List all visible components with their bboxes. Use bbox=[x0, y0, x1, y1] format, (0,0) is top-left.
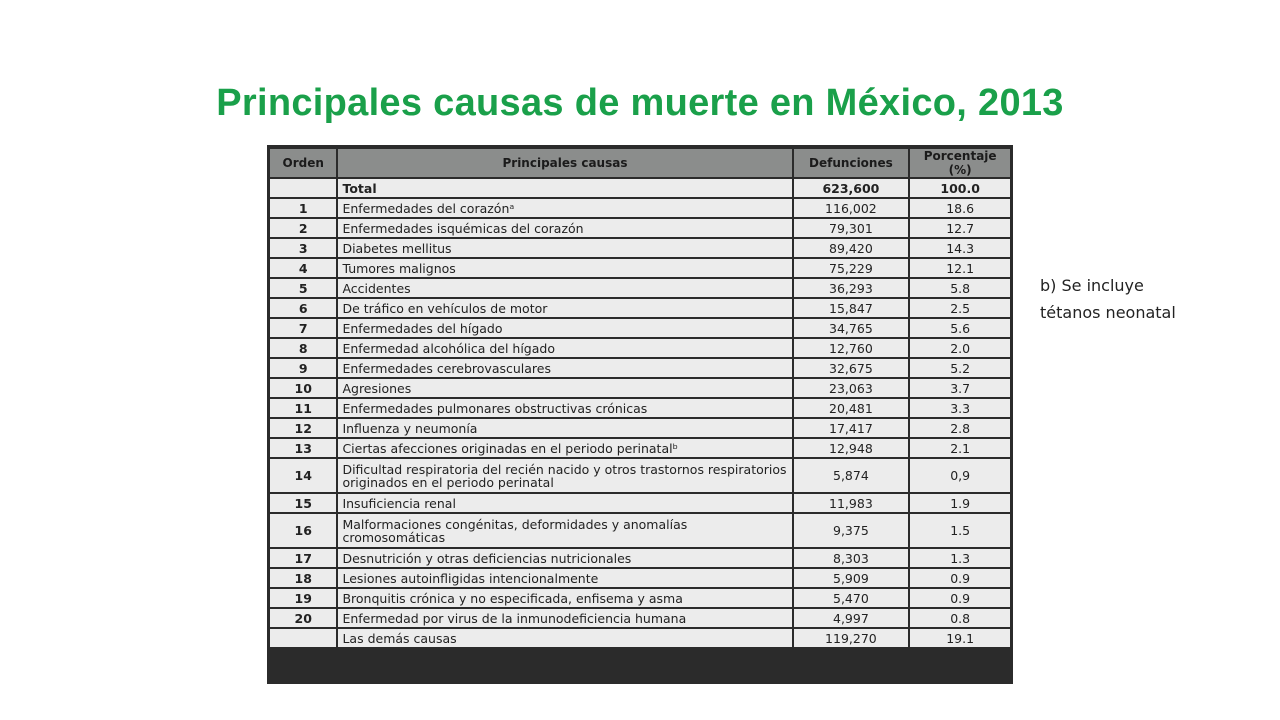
table-row bbox=[270, 199, 1010, 217]
cell-orden: 1 bbox=[270, 199, 338, 217]
table-row bbox=[270, 359, 1010, 377]
cell-defunciones: 75,229 bbox=[794, 259, 911, 277]
cell-orden: 7 bbox=[270, 319, 338, 337]
table-row bbox=[270, 549, 1010, 567]
cell-causa: Total bbox=[338, 179, 793, 197]
cell-defunciones: 17,417 bbox=[794, 419, 911, 437]
cell-orden: 15 bbox=[270, 494, 338, 512]
cell-defunciones: 116,002 bbox=[794, 199, 911, 217]
cell-orden: 9 bbox=[270, 359, 338, 377]
cell-orden: 19 bbox=[270, 589, 338, 607]
table-row bbox=[270, 459, 1010, 492]
table-row bbox=[270, 299, 1010, 317]
cell-causa: Agresiones bbox=[338, 379, 793, 397]
cell-orden: 17 bbox=[270, 549, 338, 567]
table-row bbox=[270, 379, 1010, 397]
table-row bbox=[270, 419, 1010, 437]
cell-defunciones: 8,303 bbox=[794, 549, 911, 567]
cell-causa: De tráfico en vehículos de motor bbox=[338, 299, 793, 317]
footnote-line-1: b) Se incluye bbox=[1040, 276, 1144, 295]
cell-orden: 16 bbox=[270, 514, 338, 547]
table-row bbox=[270, 609, 1010, 627]
cell-defunciones: 11,983 bbox=[794, 494, 911, 512]
table-row bbox=[270, 319, 1010, 337]
cell-porcentaje: 0.9 bbox=[910, 569, 1010, 587]
cell-causa: Enfermedad por virus de la inmunodeficiencia humana bbox=[338, 609, 793, 627]
cell-porcentaje: 100.0 bbox=[910, 179, 1010, 197]
causes-table bbox=[270, 147, 1010, 649]
cell-causa: Accidentes bbox=[338, 279, 793, 297]
cell-porcentaje: 1.5 bbox=[910, 514, 1010, 547]
cell-causa: Influenza y neumonía bbox=[338, 419, 793, 437]
cell-orden: 14 bbox=[270, 459, 338, 492]
cell-orden: 8 bbox=[270, 339, 338, 357]
header-orden: Orden bbox=[270, 149, 338, 177]
cell-orden: 6 bbox=[270, 299, 338, 317]
cell-porcentaje: 5.6 bbox=[910, 319, 1010, 337]
table-row bbox=[270, 239, 1010, 257]
cell-porcentaje: 3.7 bbox=[910, 379, 1010, 397]
cell-defunciones: 20,481 bbox=[794, 399, 911, 417]
cell-orden: 2 bbox=[270, 219, 338, 237]
cell-porcentaje: 2.0 bbox=[910, 339, 1010, 357]
cell-defunciones: 4,997 bbox=[794, 609, 911, 627]
cell-orden: 12 bbox=[270, 419, 338, 437]
cell-porcentaje: 0.9 bbox=[910, 589, 1010, 607]
cell-orden: 5 bbox=[270, 279, 338, 297]
cell-causa: Ciertas afecciones originadas en el periodo perinatalᵇ bbox=[338, 439, 793, 457]
cell-porcentaje: 5.8 bbox=[910, 279, 1010, 297]
cell-orden bbox=[270, 179, 338, 197]
table-row bbox=[270, 259, 1010, 277]
cell-orden: 3 bbox=[270, 239, 338, 257]
cell-causa: Enfermedades cerebrovasculares bbox=[338, 359, 793, 377]
cell-causa: Diabetes mellitus bbox=[338, 239, 793, 257]
cell-causa: Lesiones autoinfligidas intencionalmente bbox=[338, 569, 793, 587]
table-row bbox=[270, 494, 1010, 512]
cell-orden bbox=[270, 629, 338, 647]
cell-causa: Insuficiencia renal bbox=[338, 494, 793, 512]
table-row bbox=[270, 439, 1010, 457]
cell-causa: Malformaciones congénitas, deformidades y anomalías cromosomáticas bbox=[338, 514, 793, 547]
cell-defunciones: 15,847 bbox=[794, 299, 911, 317]
table-row bbox=[270, 219, 1010, 237]
cell-porcentaje: 0.8 bbox=[910, 609, 1010, 627]
cell-orden: 10 bbox=[270, 379, 338, 397]
footnote-line-2: tétanos neonatal bbox=[1040, 303, 1176, 322]
header-porcentaje: Porcentaje (%) bbox=[910, 149, 1010, 177]
cell-defunciones: 79,301 bbox=[794, 219, 911, 237]
table-row bbox=[270, 569, 1010, 587]
page-title: Principales causas de muerte en México, 2013 bbox=[216, 82, 1064, 124]
cell-porcentaje: 2.8 bbox=[910, 419, 1010, 437]
cell-defunciones: 5,874 bbox=[794, 459, 911, 492]
cell-orden: 4 bbox=[270, 259, 338, 277]
cell-porcentaje: 1.9 bbox=[910, 494, 1010, 512]
cell-causa: Enfermedades pulmonares obstructivas crónicas bbox=[338, 399, 793, 417]
cell-causa: Enfermedades isquémicas del corazón bbox=[338, 219, 793, 237]
cell-defunciones: 32,675 bbox=[794, 359, 911, 377]
cell-porcentaje: 12.7 bbox=[910, 219, 1010, 237]
cell-defunciones: 23,063 bbox=[794, 379, 911, 397]
cell-defunciones: 12,948 bbox=[794, 439, 911, 457]
cell-porcentaje: 3.3 bbox=[910, 399, 1010, 417]
cell-orden: 18 bbox=[270, 569, 338, 587]
cell-defunciones: 36,293 bbox=[794, 279, 911, 297]
cell-porcentaje: 2.5 bbox=[910, 299, 1010, 317]
cell-porcentaje: 5.2 bbox=[910, 359, 1010, 377]
cell-defunciones: 89,420 bbox=[794, 239, 911, 257]
cell-defunciones: 5,470 bbox=[794, 589, 911, 607]
header-causas: Principales causas bbox=[338, 149, 793, 177]
cell-causa: Bronquitis crónica y no especificada, enfisema y asma bbox=[338, 589, 793, 607]
cell-defunciones: 12,760 bbox=[794, 339, 911, 357]
cell-causa: Tumores malignos bbox=[338, 259, 793, 277]
cell-causa: Dificultad respiratoria del recién nacido y otros trastornos respiratorios originados en el periodo perinatal bbox=[338, 459, 793, 492]
table-row bbox=[270, 629, 1010, 647]
table-row-total bbox=[270, 179, 1010, 197]
header-defunciones: Defunciones bbox=[794, 149, 911, 177]
cell-porcentaje: 18.6 bbox=[910, 199, 1010, 217]
cell-porcentaje: 14.3 bbox=[910, 239, 1010, 257]
table-row bbox=[270, 399, 1010, 417]
cell-defunciones: 119,270 bbox=[794, 629, 911, 647]
cell-defunciones: 34,765 bbox=[794, 319, 911, 337]
cell-causa: Enfermedades del corazónᵃ bbox=[338, 199, 793, 217]
table-row bbox=[270, 589, 1010, 607]
cell-orden: 20 bbox=[270, 609, 338, 627]
cell-porcentaje: 12.1 bbox=[910, 259, 1010, 277]
cell-defunciones: 9,375 bbox=[794, 514, 911, 547]
table-row bbox=[270, 514, 1010, 547]
cell-porcentaje: 0,9 bbox=[910, 459, 1010, 492]
cell-causa: Enfermedad alcohólica del hígado bbox=[338, 339, 793, 357]
cell-porcentaje: 19.1 bbox=[910, 629, 1010, 647]
cell-causa: Desnutrición y otras deficiencias nutricionales bbox=[338, 549, 793, 567]
table-row bbox=[270, 339, 1010, 357]
cell-porcentaje: 2.1 bbox=[910, 439, 1010, 457]
cell-defunciones: 623,600 bbox=[794, 179, 911, 197]
cell-causa: Enfermedades del hígado bbox=[338, 319, 793, 337]
cell-defunciones: 5,909 bbox=[794, 569, 911, 587]
table-header-row bbox=[270, 149, 1010, 177]
table-row bbox=[270, 279, 1010, 297]
cell-causa: Las demás causas bbox=[338, 629, 793, 647]
cell-porcentaje: 1.3 bbox=[910, 549, 1010, 567]
causes-table-container bbox=[267, 145, 1013, 684]
footnote-b bbox=[1040, 272, 1240, 326]
cell-orden: 13 bbox=[270, 439, 338, 457]
cell-orden: 11 bbox=[270, 399, 338, 417]
